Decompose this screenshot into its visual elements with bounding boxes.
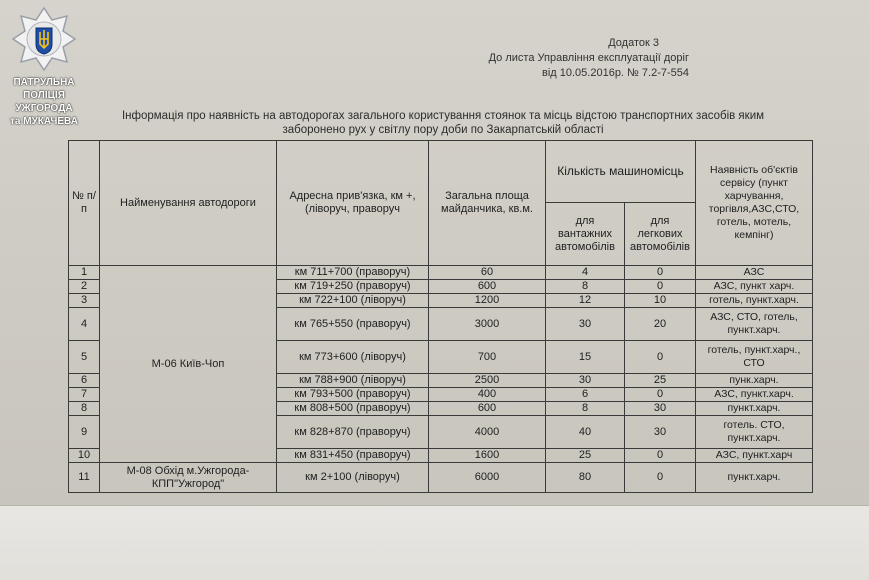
trident-shield-icon xyxy=(11,6,77,72)
cell-trucks: 15 xyxy=(546,341,625,374)
addendum-header xyxy=(489,36,689,81)
logo-line-4: та МУКАЧЕВА xyxy=(10,116,78,127)
cell-cars: 0 xyxy=(625,463,696,493)
cell-services: АЗС, пункт.харч xyxy=(696,449,813,463)
cell-num: 8 xyxy=(69,402,100,416)
cell-services: АЗС, пункт.харч. xyxy=(696,388,813,402)
cell-services: пункт.харч. xyxy=(696,402,813,416)
cell-cars: 0 xyxy=(625,449,696,463)
cell-trucks: 8 xyxy=(546,280,625,294)
cell-trucks: 25 xyxy=(546,449,625,463)
cell-services: АЗС, пункт харч. xyxy=(696,280,813,294)
cell-num: 4 xyxy=(69,308,100,341)
cell-cars: 30 xyxy=(625,416,696,449)
cell-trucks: 30 xyxy=(546,374,625,388)
cell-num: 11 xyxy=(69,463,100,493)
header-spots: Кількість машиномісць xyxy=(546,141,696,203)
cell-trucks: 8 xyxy=(546,402,625,416)
parking-table xyxy=(68,140,813,493)
addendum-date: від 10.05.2016р. № 7.2-7-554 xyxy=(542,67,689,79)
cell-area: 1600 xyxy=(429,449,546,463)
cell-num: 9 xyxy=(69,416,100,449)
cell-address: км 828+870 (праворуч) xyxy=(277,416,429,449)
cell-area: 4000 xyxy=(429,416,546,449)
cell-cars: 0 xyxy=(625,341,696,374)
header-cars: для легкових автомобілів xyxy=(625,203,696,266)
cell-road-m06: М-06 Київ-Чоп xyxy=(100,266,277,463)
cell-address: км 808+500 (праворуч) xyxy=(277,402,429,416)
cell-trucks: 6 xyxy=(546,388,625,402)
cell-address: км 765+550 (праворуч) xyxy=(277,308,429,341)
table-row xyxy=(69,266,813,280)
logo-line-1: ПАТРУЛЬНА xyxy=(13,77,75,88)
cell-area: 600 xyxy=(429,280,546,294)
cell-trucks: 30 xyxy=(546,308,625,341)
cell-services: готель, пункт.харч., СТО xyxy=(696,341,813,374)
header-trucks: для вантажних автомобілів xyxy=(546,203,625,266)
cell-cars: 0 xyxy=(625,266,696,280)
title-line-1: Інформація про наявність на автодорогах загального користування стоянок та місць відстою транспортних засобів яким xyxy=(121,110,765,122)
cell-services: готель, пункт.харч. xyxy=(696,294,813,308)
header-area: Загальна площа майданчика, кв.м. xyxy=(429,141,546,266)
cell-num: 1 xyxy=(69,266,100,280)
logo-line-2: ПОЛІЦІЯ xyxy=(23,90,65,101)
cell-area: 2500 xyxy=(429,374,546,388)
cell-address: км 2+100 (ліворуч) xyxy=(277,463,429,493)
cell-address: км 793+500 (праворуч) xyxy=(277,388,429,402)
cell-trucks: 12 xyxy=(546,294,625,308)
cell-address: км 711+700 (праворуч) xyxy=(277,266,429,280)
cell-cars: 25 xyxy=(625,374,696,388)
header-num: № п/п xyxy=(69,141,100,266)
blank-sheet-below xyxy=(0,505,869,580)
cell-road-m08: М-08 Обхід м.Ужгорода-КПП"Ужгород" xyxy=(100,463,277,493)
header-services: Наявність об'єктів сервісу (пункт харчування, торгівля,АЗС,СТО, готель, мотель, кемпінг) xyxy=(696,141,813,266)
cell-num: 10 xyxy=(69,449,100,463)
logo-line-3: УЖГОРОДА xyxy=(15,103,73,114)
cell-services: пунк.харч. xyxy=(696,374,813,388)
cell-cars: 30 xyxy=(625,402,696,416)
cell-address: км 722+100 (ліворуч) xyxy=(277,294,429,308)
cell-area: 60 xyxy=(429,266,546,280)
cell-trucks: 80 xyxy=(546,463,625,493)
cell-area: 600 xyxy=(429,402,546,416)
cell-area: 700 xyxy=(429,341,546,374)
cell-services: пункт.харч. xyxy=(696,463,813,493)
cell-address: км 773+600 (ліворуч) xyxy=(277,341,429,374)
header-road: Найменування автодороги xyxy=(100,141,277,266)
cell-services: АЗС, СТО, готель, пункт.харч. xyxy=(696,308,813,341)
cell-area: 3000 xyxy=(429,308,546,341)
header-address: Адресна прив'язка, км +, (ліворуч, праворуч xyxy=(277,141,429,266)
cell-num: 5 xyxy=(69,341,100,374)
cell-cars: 20 xyxy=(625,308,696,341)
cell-cars: 0 xyxy=(625,388,696,402)
cell-trucks: 4 xyxy=(546,266,625,280)
cell-services: АЗС xyxy=(696,266,813,280)
cell-num: 7 xyxy=(69,388,100,402)
cell-area: 6000 xyxy=(429,463,546,493)
cell-cars: 0 xyxy=(625,280,696,294)
title-line-2: заборонено рух у світлу пору доби по Закарпатській області xyxy=(282,124,604,136)
cell-area: 400 xyxy=(429,388,546,402)
cell-area: 1200 xyxy=(429,294,546,308)
cell-num: 3 xyxy=(69,294,100,308)
cell-address: км 831+450 (праворуч) xyxy=(277,449,429,463)
table-row xyxy=(69,463,813,493)
cell-services: готель. СТО, пункт.харч. xyxy=(696,416,813,449)
addendum-letter: До листа Управління експлуатації доріг xyxy=(488,52,689,64)
cell-trucks: 40 xyxy=(546,416,625,449)
patrol-police-logo xyxy=(4,6,84,146)
cell-address: км 788+900 (ліворуч) xyxy=(277,374,429,388)
cell-num: 2 xyxy=(69,280,100,294)
addendum-label: Додаток 3 xyxy=(608,37,659,49)
cell-cars: 10 xyxy=(625,294,696,308)
document-title xyxy=(98,109,788,137)
cell-address: км 719+250 (праворуч) xyxy=(277,280,429,294)
cell-num: 6 xyxy=(69,374,100,388)
